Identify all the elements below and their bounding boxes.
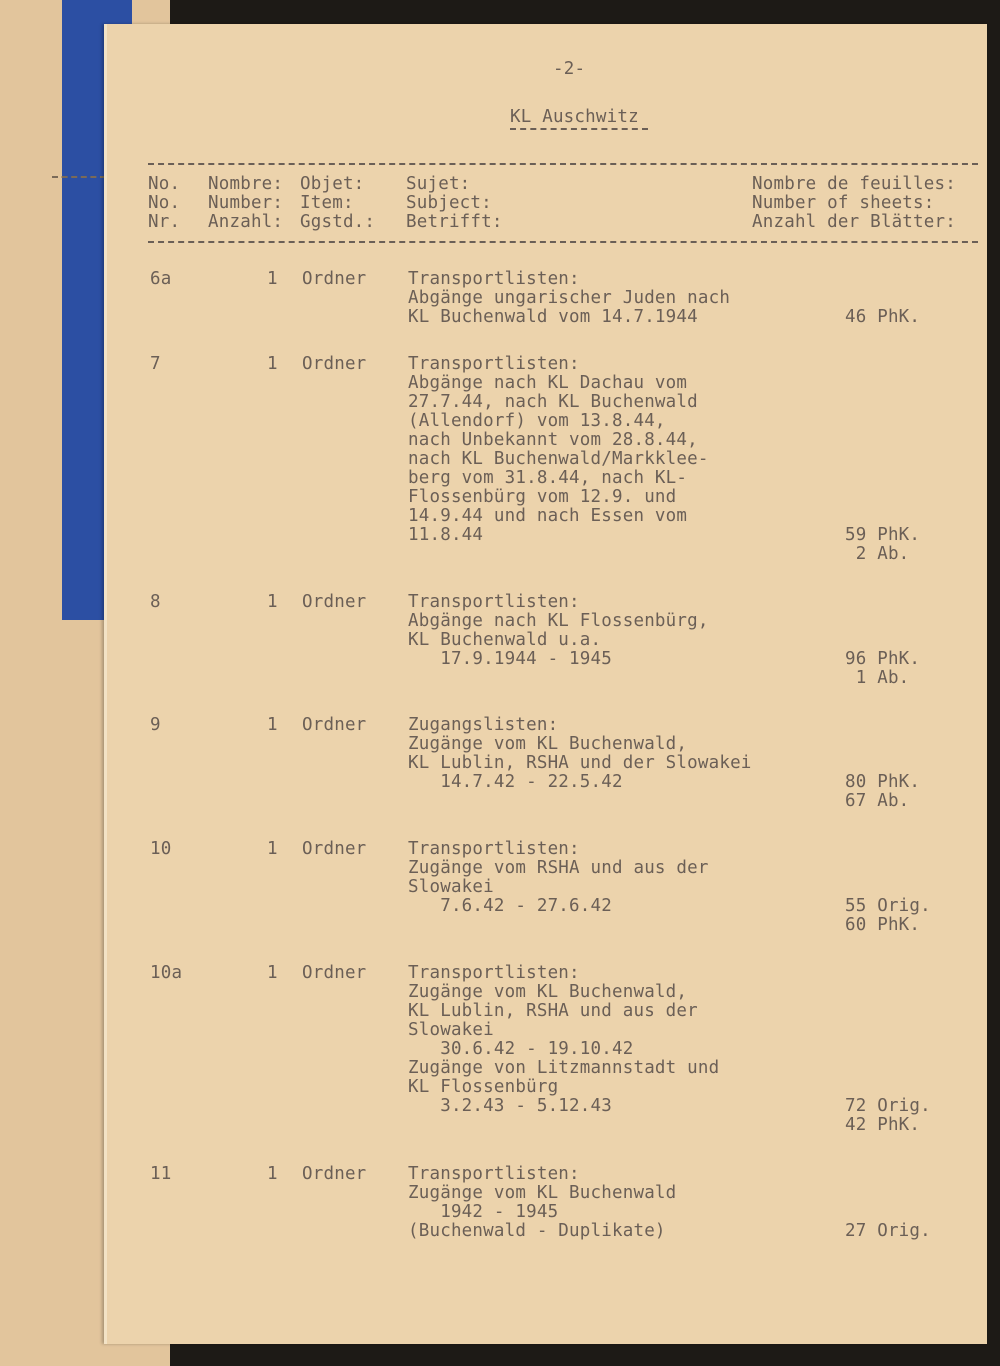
entry-subject-line: 14.7.42 - 22.5.42 [408, 772, 623, 792]
entry-subject-line: Transportlisten: [408, 592, 580, 612]
entry-sheets: 67 Ab. [845, 791, 910, 811]
entry-item: Ordner [302, 715, 367, 735]
header-sheets-de: Anzahl der Blätter: [752, 212, 956, 232]
entry-subject-line: (Allendorf) vom 13.8.44, [408, 411, 666, 431]
entry-subject-line: 17.9.1944 - 1945 [408, 649, 612, 669]
entry-subject-line: Transportlisten: [408, 963, 580, 983]
entry-item: Ordner [302, 592, 367, 612]
header-count-en: Number: [208, 193, 284, 213]
entry-number: 11 [150, 1164, 172, 1184]
entry-sheets: 27 Orig. [845, 1221, 931, 1241]
entry-count: 1 [267, 269, 278, 289]
heading-underline [510, 128, 648, 130]
entry-count: 1 [267, 592, 278, 612]
entry-subject-line: nach KL Buchenwald/Markklee- [408, 449, 709, 469]
entry-sheets: 55 Orig. [845, 896, 931, 916]
entry-subject-line: Flossenbürg vom 12.9. und [408, 487, 677, 507]
entry-item: Ordner [302, 1164, 367, 1184]
entry-subject-line: nach Unbekannt vom 28.8.44, [408, 430, 698, 450]
entry-count: 1 [267, 963, 278, 983]
header-no-fr: No. [148, 174, 181, 194]
entry-subject-line: Zugänge von Litzmannstadt und [408, 1058, 720, 1078]
header-subject-en: Subject: [406, 193, 492, 213]
entry-count: 1 [267, 1164, 278, 1184]
entry-subject-line: KL Lublin, RSHA und der Slowakei [408, 753, 752, 773]
entry-sheets: 2 Ab. [845, 544, 910, 564]
entry-sheets: 1 Ab. [845, 668, 910, 688]
entry-subject-line: Abgänge nach KL Flossenbürg, [408, 611, 709, 631]
entry-subject-line: Abgänge nach KL Dachau vom [408, 373, 688, 393]
entry-subject-line: KL Buchenwald u.a. [408, 630, 602, 650]
header-count-fr: Nombre: [208, 174, 284, 194]
header-subject-de: Betrifft: [406, 212, 503, 232]
header-sheets-en: Number of sheets: [752, 193, 935, 213]
entry-subject-line: Transportlisten: [408, 269, 580, 289]
entry-subject-line: 7.6.42 - 27.6.42 [408, 896, 612, 916]
entry-item: Ordner [302, 269, 367, 289]
header-no-de: Nr. [148, 212, 181, 232]
header-item-fr: Objet: [300, 174, 365, 194]
entry-count: 1 [267, 354, 278, 374]
entry-count: 1 [267, 715, 278, 735]
entry-subject-line: Zugänge vom KL Buchenwald, [408, 734, 688, 754]
entry-subject-line: Transportlisten: [408, 839, 580, 859]
entry-sheets: 72 Orig. [845, 1096, 931, 1116]
entry-sheets: 59 PhK. [845, 525, 921, 545]
entry-subject-line: 3.2.43 - 5.12.43 [408, 1096, 612, 1116]
page-number: -2- [553, 59, 586, 79]
entry-sheets: 60 PhK. [845, 915, 921, 935]
entry-sheets: 46 PhK. [845, 307, 921, 327]
entry-sheets: 80 PhK. [845, 772, 921, 792]
entry-number: 7 [150, 354, 161, 374]
entry-subject-line: berg vom 31.8.44, nach KL- [408, 468, 688, 488]
entry-subject-line: KL Buchenwald vom 14.7.1944 [408, 307, 698, 327]
entry-subject-line: Slowakei [408, 877, 494, 897]
entry-subject-line: 11.8.44 [408, 525, 484, 545]
entry-subject-line: 14.9.44 und nach Essen vom [408, 506, 688, 526]
entry-subject-line: KL Flossenbürg [408, 1077, 559, 1097]
entry-subject-line: Transportlisten: [408, 1164, 580, 1184]
entry-number: 10a [150, 963, 183, 983]
entry-subject-line: Zugänge vom RSHA und aus der [408, 858, 709, 878]
header-subject-fr: Sujet: [406, 174, 471, 194]
entry-number: 9 [150, 715, 161, 735]
entry-subject-line: Transportlisten: [408, 354, 580, 374]
entry-count: 1 [267, 839, 278, 859]
entry-subject-line: (Buchenwald - Duplikate) [408, 1221, 666, 1241]
header-no-en: No. [148, 193, 181, 213]
entry-number: 10 [150, 839, 172, 859]
entry-item: Ordner [302, 963, 367, 983]
entry-subject-line: KL Lublin, RSHA und aus der [408, 1001, 698, 1021]
entry-item: Ordner [302, 839, 367, 859]
document-heading: KL Auschwitz [510, 107, 639, 127]
entry-number: 6a [150, 269, 172, 289]
header-item-de: Ggstd.: [300, 212, 376, 232]
entry-subject-line: Zugangslisten: [408, 715, 559, 735]
entry-subject-line: 1942 - 1945 [408, 1202, 559, 1222]
header-rule-top [148, 163, 978, 165]
entry-number: 8 [150, 592, 161, 612]
entry-subject-line: Slowakei [408, 1020, 494, 1040]
header-rule-bottom [148, 241, 978, 243]
entry-subject-line: Abgänge ungarischer Juden nach [408, 288, 731, 308]
entry-sheets: 96 PhK. [845, 649, 921, 669]
entry-item: Ordner [302, 354, 367, 374]
entry-subject-line: 27.7.44, nach KL Buchenwald [408, 392, 698, 412]
underlying-page-rule [52, 176, 106, 178]
entry-subject-line: Zugänge vom KL Buchenwald [408, 1183, 677, 1203]
header-count-de: Anzahl: [208, 212, 284, 232]
entry-subject-line: Zugänge vom KL Buchenwald, [408, 982, 688, 1002]
header-item-en: Item: [300, 193, 354, 213]
entry-sheets: 42 PhK. [845, 1115, 921, 1135]
entry-subject-line: 30.6.42 - 19.10.42 [408, 1039, 634, 1059]
header-sheets-fr: Nombre de feuilles: [752, 174, 956, 194]
